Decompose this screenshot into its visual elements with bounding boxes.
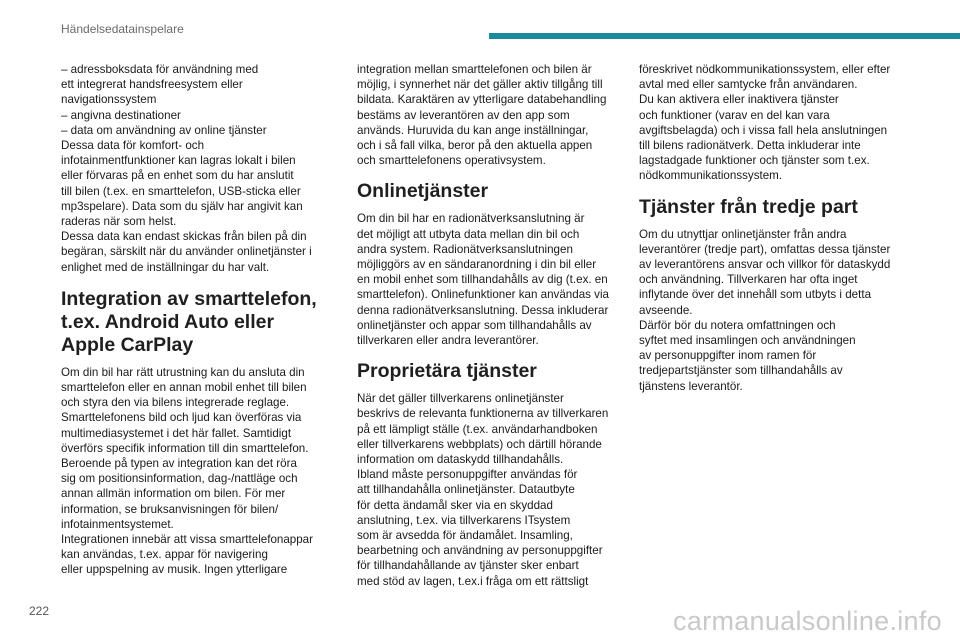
paragraph: – adressboksdata för användning med ett integrerat handsfreesystem eller navigationssystem – angivna destinationer – data om användning av online tjänster Dessa data för komfort- och infotainmentfunktioner kan lagras lokalt i bilen eller förvaras på en enhet som du har anslutit till bilen (t.ex. en smarttelefon, USB-sticka eller mp3spelare). Data som du själv har angivit kan raderas när som helst. Dessa data kan endast skickas från bilen på din begäran, särskilt när du använder onlinetjänster i enlighet med de inställningar du har valt. (61, 63, 312, 274)
text-column-3 (639, 62, 901, 394)
section-heading-online-services: Onlinetjänster (357, 180, 489, 203)
section-heading-third-party-services: Tjänster från tredje part (639, 195, 858, 218)
header-accent-bar (489, 33, 960, 39)
section-heading-smartphone-integration: Integration av smarttelefon, t.ex. Android Auto eller Apple CarPlay (61, 287, 317, 356)
paragraph: När det gäller tillverkarens onlinetjänster beskrivs de relevanta funktionerna av tillverkaren på ett lämpligt ställe (t.ex. användarhandboken eller tillverkarens webbplats) och därtill hörande information om dataskydd tillhandahålls. Ibland måste personuppgifter användas för att tillhandahålla onlinetjänster. Datautbyte för detta ändamål sker via en skyddad anslutning, t.ex. via tillverkarens ITsystem som är avsedda för ändamålet. Insamling, bearbetning och användning av personuppgifter för tillhandahållande av tjänster sker enbart med stöd av lagen, t.ex.i fråga om ett rättsligt (357, 392, 609, 588)
paragraph: integration mellan smarttelefonen och bilen är möjlig, i synnerhet när det gäller aktiv tillgång till bildata. Karaktären av ytterligare databehandling bestäms av leverantören av den app som används. Huruvida du kan ange inställningar, och i så fall vilka, beror på den aktuella appen och smarttelefonens operativsystem. (357, 63, 607, 168)
text-column-2 (357, 62, 622, 589)
paragraph: Om du utnyttjar onlinetjänster från andra leverantörer (tredje part), omfattas dessa tjänster av leverantörens ansvar och villkor för dataskydd och användning. Tillverkaren har ofta inget inflytande över det innehåll som utbyts i detta avseende. Därför bör du notera omfattningen och syftet med insamlingen och användningen av personuppgifter inom ramen för tredjepartstjänster som tillhandahålls av tjänstens leverantör. (639, 227, 891, 393)
paragraph: föreskrivet nödkommunikationssystem, eller efter avtal med eller samtycke från användaren. Du kan aktivera eller inaktivera tjänster och funktioner (varav en del kan vara avgiftsbelagda) och i vissa fall hela anslutningen till bilens radionätverk. Detta inkluderar inte lagstadgade funktioner och tjänster som t.ex. nödkommunikationssystem. (639, 63, 891, 183)
paragraph: Om din bil har en radionätverksanslutning är det möjligt att utbyta data mellan din bil och andra system. Radionätverksanslutningen möjliggörs av en sändaranordning i din bil eller en mobil enhet som tillhandahålls av dig (t.ex. en smarttelefon). Onlinefunktioner kan användas via denna radionätverksanslutning. Dessa inkluderar onlinetjänster och appar som tillhandahålls av tillverkaren eller andra leverantörer. (357, 212, 609, 348)
text-column-1 (61, 62, 323, 578)
running-header-title: Händelsedatainspelare (61, 22, 184, 36)
section-heading-proprietary-services: Proprietära tjänster (357, 360, 537, 383)
watermark-text: carmanualsonline.info (673, 606, 942, 636)
page-number: 222 (29, 604, 50, 618)
paragraph: Om din bil har rätt utrustning kan du ansluta din smarttelefon eller en annan mobil enhet till bilen och styra den via bilens integrerade reglage. Smarttelefonens bild och ljud kan överföras via multimediasystemet i det här fallet. Samtidigt överförs specifik information till din smarttelefon. Beroende på typen av integration kan det röra sig om positionsinformation, dag-/nattläge och annan allmän information om bilen. För mer information, se bruksanvisningen för bilen/ infotainmentsystemet. Integrationen innebär att vissa smarttelefonappar kan användas, t.ex. appar för navigering eller uppspelning av musik. Ingen ytterligare (61, 365, 313, 577)
